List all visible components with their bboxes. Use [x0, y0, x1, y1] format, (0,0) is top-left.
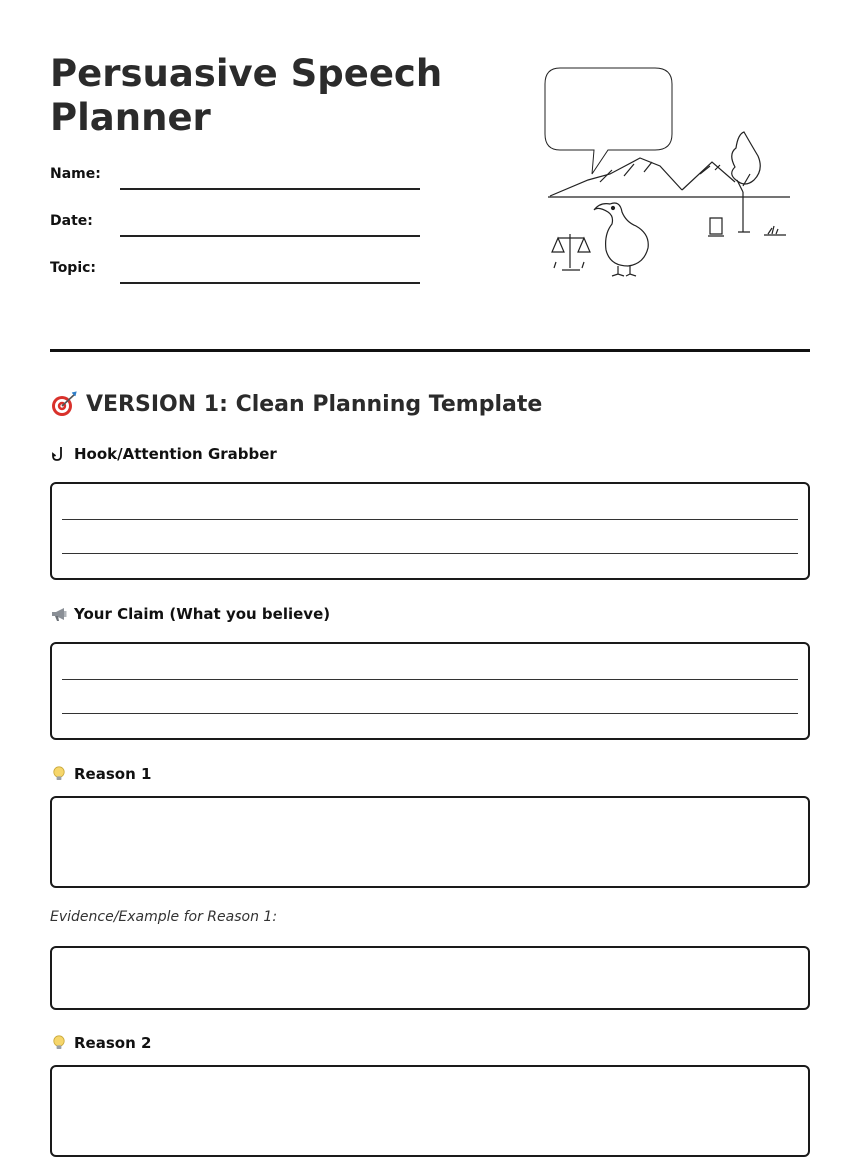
version-heading — [50, 390, 542, 418]
evidence1-answer-box[interactable] — [50, 946, 810, 1010]
mountain-right — [682, 162, 735, 190]
reason2-label: Reason 2 — [50, 1034, 151, 1052]
page-title: Persuasive Speech Planner — [50, 52, 443, 139]
topic-line[interactable] — [120, 282, 420, 284]
writing-line — [62, 679, 798, 680]
writing-line — [62, 713, 798, 714]
mountain-left — [550, 158, 682, 196]
claim-label: Your Claim (What you believe) — [50, 605, 330, 623]
megaphone-icon — [50, 605, 68, 623]
claim-answer-box[interactable] — [50, 642, 810, 740]
date-field[interactable] — [50, 213, 420, 237]
date-line[interactable] — [120, 235, 420, 237]
small-box — [708, 218, 724, 236]
reason1-answer-box[interactable] — [50, 796, 810, 888]
topic-label: Topic: — [50, 260, 97, 276]
date-label: Date: — [50, 213, 93, 229]
writing-line — [62, 553, 798, 554]
reason2-answer-box[interactable] — [50, 1065, 810, 1157]
evidence1-label: Evidence/Example for Reason 1: — [50, 909, 278, 925]
scales — [552, 234, 590, 270]
name-label: Name: — [50, 166, 101, 182]
lightbulb-icon — [50, 765, 68, 783]
name-line[interactable] — [120, 188, 420, 190]
name-field[interactable] — [50, 166, 420, 190]
lightbulb-icon — [50, 1034, 68, 1052]
speech-bubble — [545, 68, 672, 174]
topic-field[interactable] — [50, 260, 420, 284]
hook-answer-box[interactable] — [50, 482, 810, 580]
hook-label: Hook/Attention Grabber — [50, 445, 277, 463]
kiwi-bird — [594, 203, 648, 266]
target-dart-icon — [50, 390, 78, 418]
hook-icon — [50, 445, 68, 463]
version-title: VERSION 1: Clean Planning Template — [86, 391, 543, 417]
writing-line — [62, 519, 798, 520]
reason1-label: Reason 1 — [50, 765, 151, 783]
kiwi-illustration — [540, 62, 800, 282]
section-divider — [50, 349, 810, 352]
